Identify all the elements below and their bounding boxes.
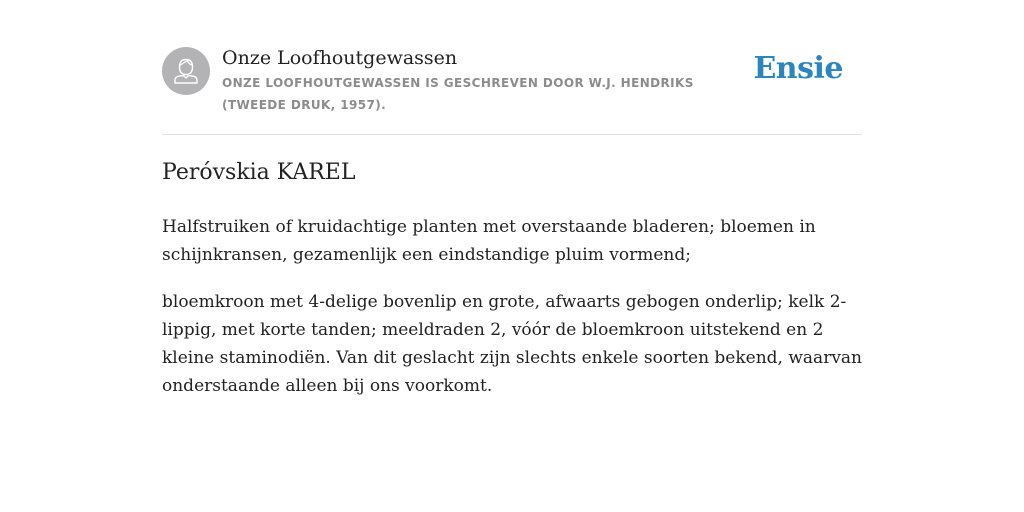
article-paragraph: bloemkroon met 4-delige bovenlip en grote, afwaarts gebogen onderlip; kelk 2-lippig, met korte tanden; meeldraden 2, vóór de bloemkroon uitstekend en 2 kleine staminodiën. Van dit geslacht zijn slechts enkele soorten bekend, waarvan onderstaande alleen bij ons voorkomt. xyxy=(162,292,863,396)
source-description: ONZE LOOFHOUTGEWASSEN IS GESCHREVEN DOOR W.J. HENDRIKS (TWEEDE DRUK, 1957). xyxy=(222,76,694,112)
source-title[interactable]: Onze Loofhoutgewassen xyxy=(222,47,458,69)
user-icon xyxy=(162,47,210,95)
source-header xyxy=(162,0,862,135)
source-avatar[interactable] xyxy=(162,47,210,95)
article-body xyxy=(162,135,862,400)
article-card xyxy=(162,0,862,419)
article-title: Peróvskia KAREL xyxy=(162,160,356,185)
article-paragraph: Halfstruiken of kruidachtige planten met overstaande bladeren; bloemen in schijnkransen, gezamenlijk een eindstandige pluim vormend; xyxy=(162,217,816,265)
ensie-logo[interactable]: Ensie xyxy=(753,51,843,86)
